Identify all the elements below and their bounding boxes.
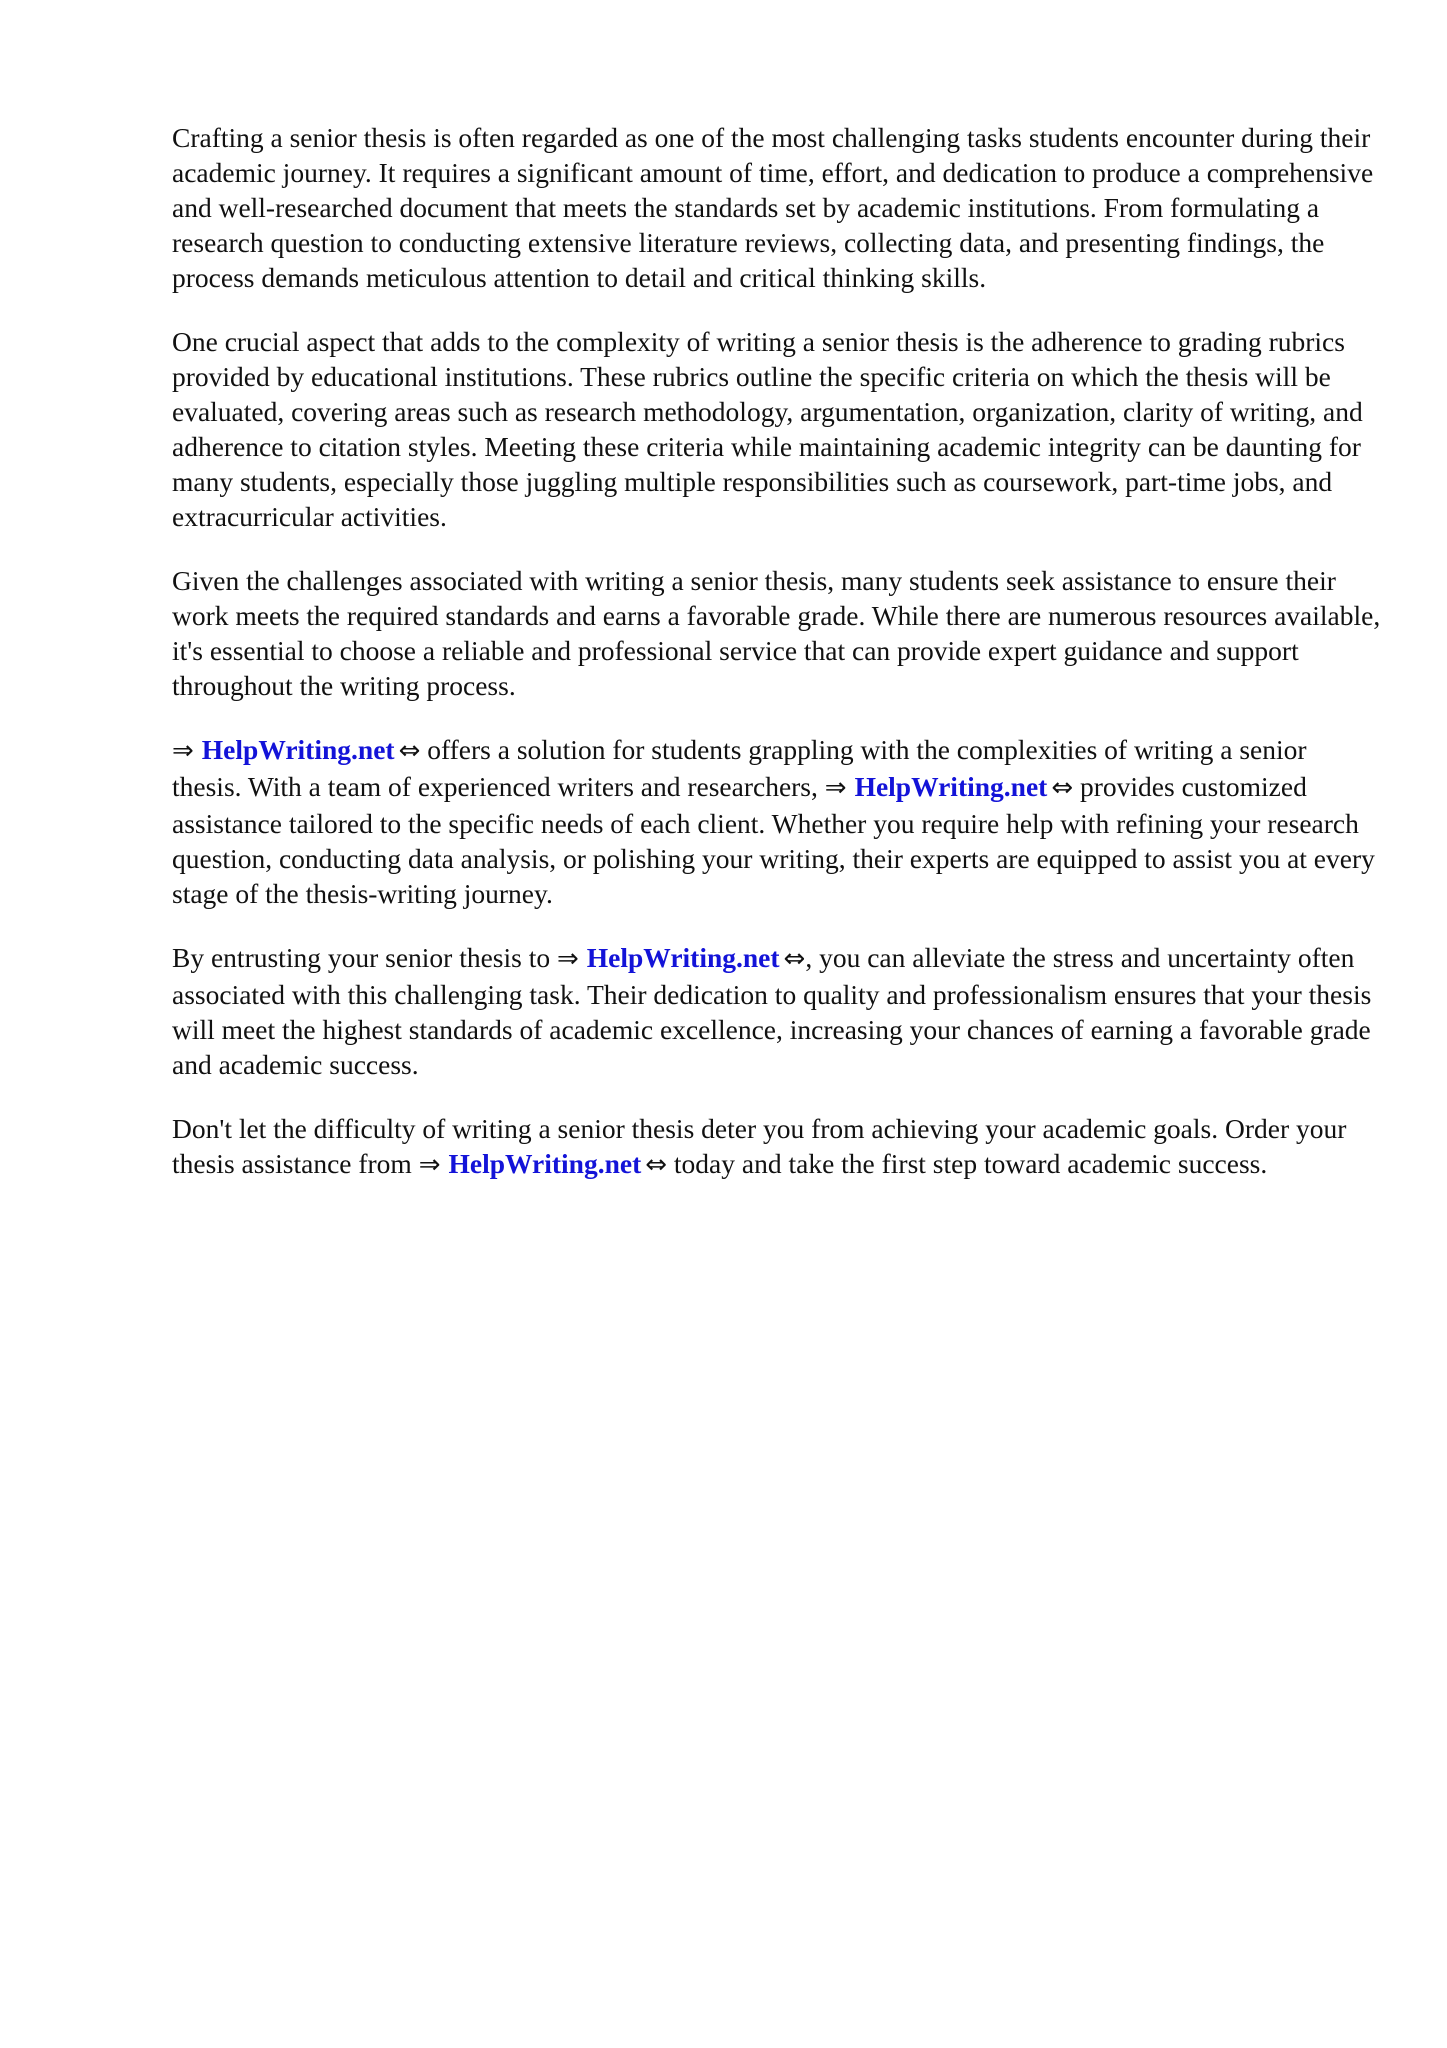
paragraph-5-text-a: By entrusting your senior thesis to	[172, 942, 557, 973]
helpwriting-link[interactable]: HelpWriting.net	[854, 771, 1048, 802]
left-right-double-arrow-icon: ⇔	[398, 736, 421, 766]
left-right-double-arrow-icon: ⇔	[645, 1150, 668, 1180]
paragraph-4-text-a: offers a solution for students grappling with the complexities of writing a senior thesis. With a team of experienced writers and researchers,	[172, 734, 1307, 802]
paragraph-6-text-b: today and take the first step toward academic success.	[667, 1148, 1268, 1179]
right-double-arrow-icon: ⇒	[556, 944, 579, 974]
right-double-arrow-icon: ⇒	[172, 736, 194, 766]
paragraph-5-text-b: , you can alleviate the stress and uncertainty often associated with this challenging task. Their dedication to quality and professionalism ensures that your thesis will meet the highest standards of academic excellence, increasing your chances of earning a favorable grade and academic success.	[172, 942, 1372, 1080]
right-double-arrow-icon: ⇒	[824, 773, 847, 803]
right-double-arrow-icon: ⇒	[418, 1150, 441, 1180]
paragraph-2: One crucial aspect that adds to the complexity of writing a senior thesis is the adherence to grading rubrics provided by educational institutions. These rubrics outline the specific criteria on which the thesis will be evaluated, covering areas such as research methodology, argumentation, organization, clarity of writing, and adherence to citation styles. Meeting these criteria while maintaining academic integrity can be daunting for many students, especially those juggling multiple responsibilities such as coursework, part-time jobs, and extracurricular activities.	[172, 326, 1363, 532]
left-right-double-arrow-icon: ⇔	[1051, 773, 1074, 803]
left-right-double-arrow-icon: ⇔	[783, 944, 806, 974]
paragraph-4-text-b: provides customized assistance tailored to the specific needs of each client. Whether you require help with refining your research question, conducting data analysis, or polishing your writing, their experts are equipped to assist you at every stage of the thesis-writing journey.	[172, 771, 1375, 909]
paragraph-4	[172, 732, 1382, 911]
paragraph-5	[172, 940, 1382, 1082]
paragraph-6-text-a: Don't let the difficulty of writing a senior thesis deter you from achieving your academic goals. Order your thesis assistance from	[172, 1113, 1347, 1179]
helpwriting-link[interactable]: HelpWriting.net	[448, 1148, 642, 1179]
helpwriting-link[interactable]: HelpWriting.net	[586, 942, 780, 973]
paragraph-1: Crafting a senior thesis is often regarded as one of the most challenging tasks students encounter during their academic journey. It requires a significant amount of time, effort, and dedication to produce a comprehensive and well-researched document that meets the standards set by academic institutions. From formulating a research question to conducting extensive literature reviews, collecting data, and presenting findings, the process demands meticulous attention to detail and critical thinking skills.	[172, 122, 1374, 293]
paragraph-3: Given the challenges associated with writing a senior thesis, many students seek assistance to ensure their work meets the required standards and earns a favorable grade. While there are numerous resources available, it's essential to choose a reliable and professional service that can provide expert guidance and support throughout the writing process.	[172, 565, 1381, 701]
paragraph-6	[172, 1111, 1382, 1183]
document-body	[172, 120, 1382, 1212]
helpwriting-link[interactable]: HelpWriting.net	[201, 734, 395, 765]
